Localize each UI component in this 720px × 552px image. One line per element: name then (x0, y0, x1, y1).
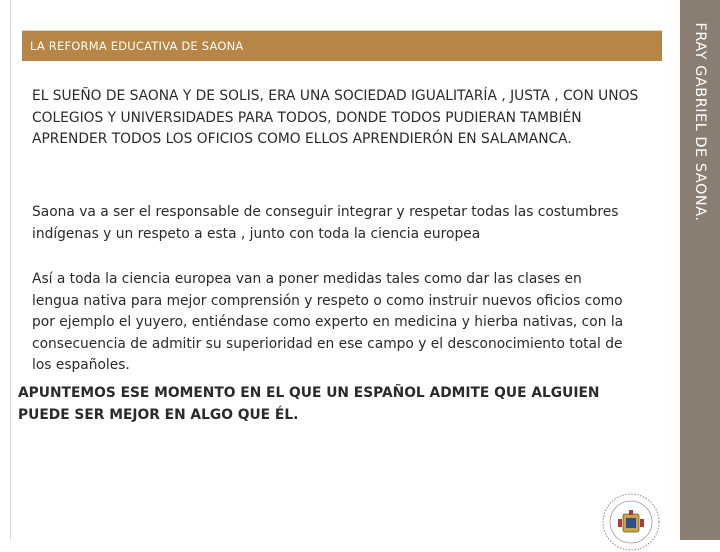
university-seal-icon (601, 492, 661, 552)
vertical-title: FRAY GABRIEL DE SAONA. (692, 22, 708, 222)
paragraph-intro: EL SUEÑO DE SAONA Y DE SOLIS, ERA UNA SOCIEDAD IGUALITARÍA , JUSTA , CON UNOS COLEGIOS Y UNIVERSIDADES PARA TODOS, DONDE TODOS PUDIERAN TAMBIÉN APRENDER TODOS LOS OFICIOS COMO ELLOS APRENDIERÓN EN SALAMANCA. (32, 88, 639, 147)
paragraph-conclusion: APUNTEMOS ESE MOMENTO EN EL QUE UN ESPAÑOL ADMITE QUE ALGUIEN PUEDE SER MEJOR EN ALGO QUE ÉL. (18, 385, 600, 423)
header-band (22, 30, 662, 61)
paragraph-saona: Saona va a ser el responsable de conseguir integrar y respetar todas las costumbres indígenas y un respeto a esta , junto con toda la ciencia europea (32, 204, 619, 242)
left-border (0, 0, 11, 540)
paragraph-ciencia: Así a toda la ciencia europea van a poner medidas tales como dar las clases en lengua nativa para mejor comprensión y respeto o como instruir nuevos oficios como por ejemplo el yuyero, entiéndase como experto en medicina y hierba nativas, con la consecuencia de admitir su superioridad en ese campo y el desconocimiento total de los españoles. (32, 271, 624, 373)
side-divider (672, 0, 680, 540)
slide-header-title: LA REFORMA EDUCATIVA DE SAONA (30, 39, 244, 53)
